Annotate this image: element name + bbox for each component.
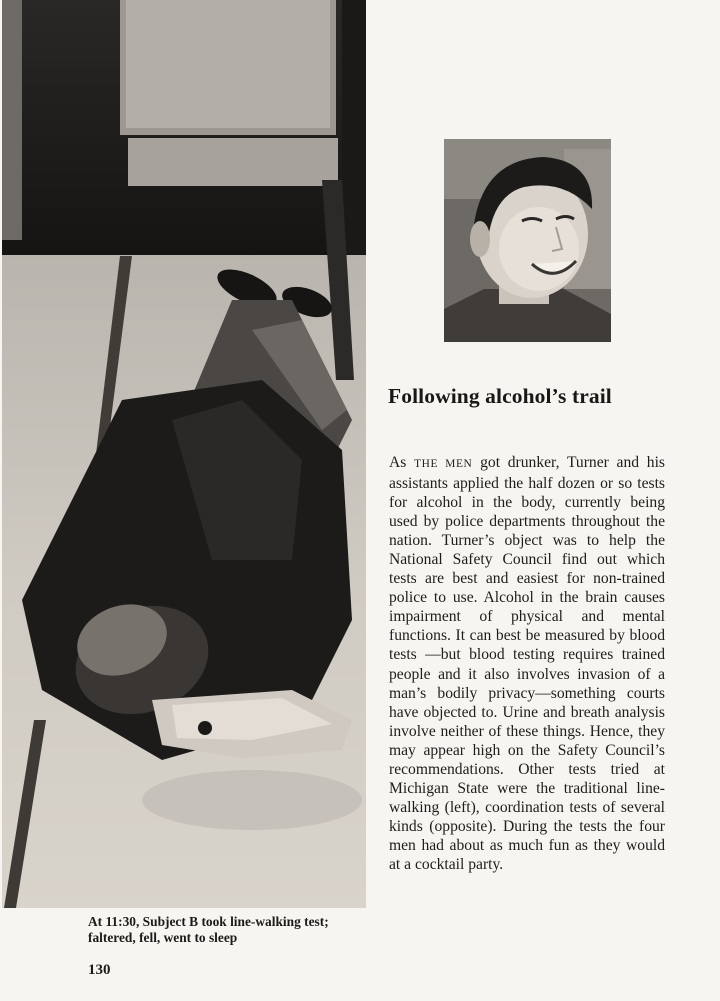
photo-caption: At 11:30, Subject B took line-walking test; faltered, fell, went to sleep (88, 914, 329, 945)
lead-smallcaps: THE MEN (414, 458, 473, 470)
article-body-text: got drunker, Turner and his assistants applied the half dozen or so tests for alcohol in the body, currently being used by police departments throughout the nation. Turner’s object was to help the National Safety Council find out which tests are best and easiest for non-trained police to use. Alcohol in the brain causes impairment of physical and mental functions. It can best be measured by blood tests —but blood testing requires trained people and it also involves invasion of a man’s bodily privacy—something courts have objected to. Urine and breath analysis involve neither of these things. Hence, they may appear high on the Safety Council’s recommendations. Other tests tried at Michigan State were the traditional line-walking (left), coordination tests of several kinds (opposite). During the tests the four men had about as much fun as they would at a cocktail party. (389, 454, 665, 873)
lead-word: As (389, 454, 407, 471)
main-photo (2, 0, 366, 908)
page-number: 130 (88, 962, 111, 978)
article-body (389, 453, 665, 874)
article-headline: Following alcohol’s trail (388, 384, 612, 408)
man-lying-on-floor-photo (2, 0, 366, 908)
portrait-photo (444, 139, 611, 342)
smiling-man-portrait (444, 139, 611, 342)
